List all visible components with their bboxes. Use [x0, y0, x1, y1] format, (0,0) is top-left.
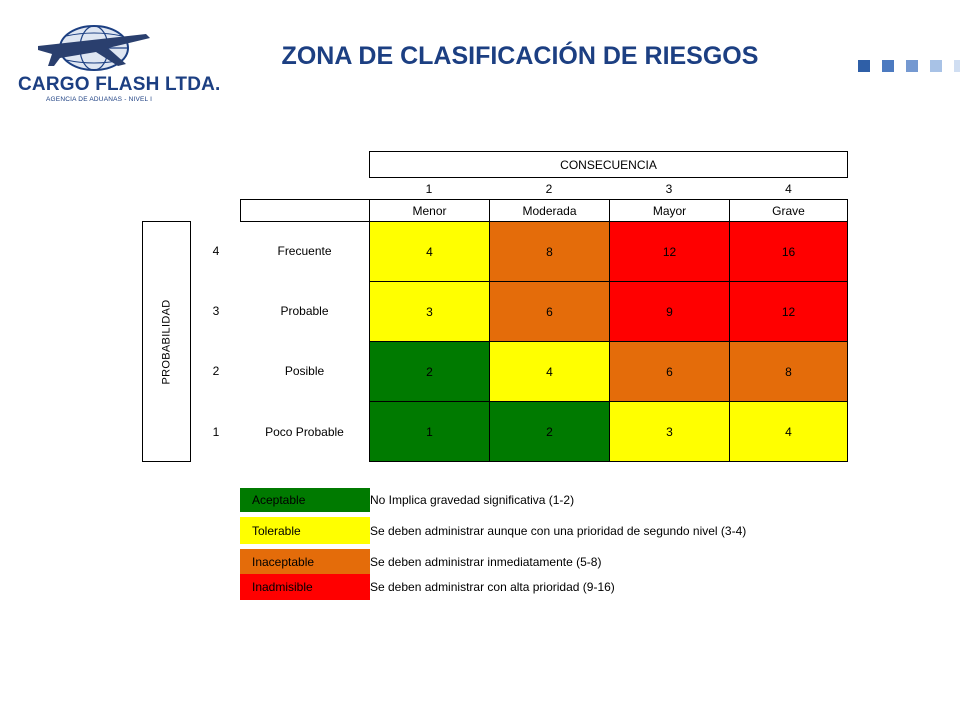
risk-cell: 3: [609, 401, 729, 461]
square-icon: [858, 60, 870, 72]
risk-cell: 9: [609, 281, 729, 341]
legend-description-inadmisible: Se deben administrar con alta prioridad (9-16): [370, 580, 615, 594]
risk-cell: 16: [729, 221, 847, 281]
consequence-level-4: 4: [785, 181, 792, 196]
logo-subtitle: AGENCIA DE ADUANAS - NIVEL I: [46, 96, 153, 103]
risk-cell: 6: [489, 281, 609, 341]
risk-cell: 2: [489, 401, 609, 461]
company-logo: [8, 22, 221, 106]
probability-name-probable: Probable: [280, 304, 329, 318]
probability-name-posible: Posible: [284, 364, 325, 378]
consequence-header: CONSECUENCIA: [369, 151, 848, 178]
square-icon: [930, 60, 942, 72]
risk-cell: 4: [729, 401, 847, 461]
probability-level-4: 4: [212, 244, 220, 258]
risk-cell: 8: [489, 221, 609, 281]
risk-cell: 2: [369, 341, 489, 401]
legend-swatch-aceptable: Aceptable: [240, 488, 370, 512]
risk-cell: 4: [369, 221, 489, 281]
probability-level-2: 2: [212, 364, 220, 378]
page-title: ZONA DE CLASIFICACIÓN DE RIESGOS: [281, 42, 759, 70]
probability-name-frecuente: Frecuente: [277, 244, 332, 258]
risk-cell: 12: [609, 221, 729, 281]
risk-cell: 12: [729, 281, 847, 341]
legend-description-inaceptable: Se deben administrar inmediatamente (5-8): [370, 554, 602, 569]
consequence-level-1: 1: [425, 181, 433, 196]
legend-description-aceptable: No Implica gravedad significativa (1-2): [370, 493, 575, 507]
probability-name-poco-probable: Poco Probable: [265, 424, 344, 439]
square-icon: [954, 60, 960, 72]
legend-swatch-inaceptable: Inaceptable: [240, 549, 370, 574]
consequence-name-4: Grave: [729, 199, 848, 222]
risk-cell: 1: [369, 401, 489, 461]
square-icon: [882, 60, 894, 72]
risk-cell: 6: [609, 341, 729, 401]
risk-cell: 3: [369, 281, 489, 341]
legend-description-tolerable: Se deben administrar aunque con una prioridad de segundo nivel (3-4): [370, 523, 747, 538]
risk-cell: 4: [489, 341, 609, 401]
consequence-name-2: Moderada: [489, 199, 610, 222]
probability-level-3: 3: [212, 304, 220, 318]
consequence-name-1: Menor: [369, 199, 490, 222]
square-icon: [906, 60, 918, 72]
legend-swatch-tolerable: Tolerable: [240, 517, 370, 544]
consequence-level-2: 2: [545, 181, 553, 196]
probability-header-box: [142, 221, 191, 462]
logo-name: CARGO FLASH LTDA.: [18, 74, 221, 95]
legend-swatch-inadmisible: Inadmisible: [240, 574, 370, 600]
consequence-level-3: 3: [665, 181, 673, 196]
risk-matrix: [369, 221, 848, 462]
probability-level-1: 1: [212, 424, 220, 439]
risk-cell: 8: [729, 341, 847, 401]
consequence-name-3: Mayor: [609, 199, 730, 222]
header-corner-cell: [240, 199, 370, 222]
probability-header: PROBABILIDAD: [160, 299, 173, 384]
